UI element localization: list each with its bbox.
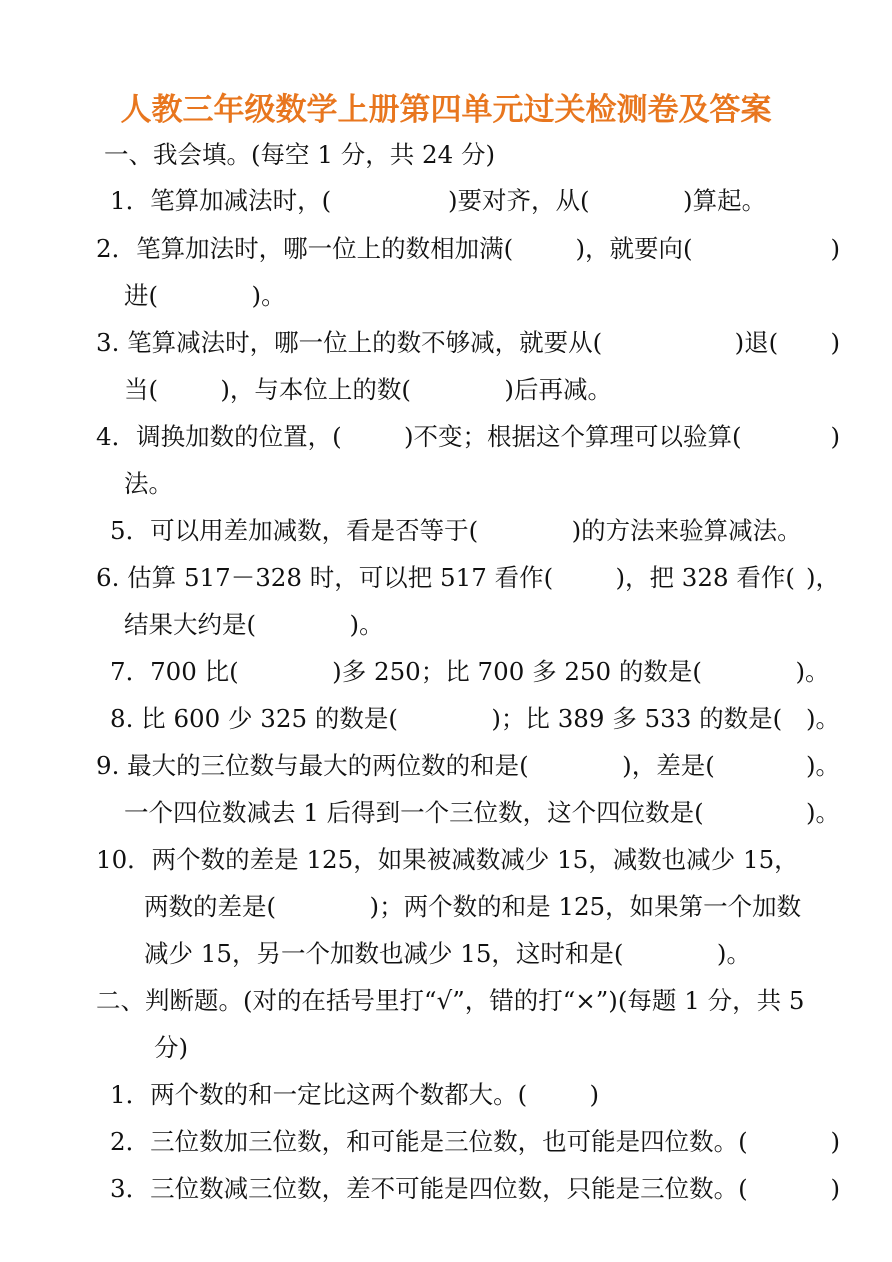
question-6-line-1: 6. 估算 517－328 时，可以把 517 看作( )，把 328 看作( <box>96 563 795 592</box>
question-4-line-1: 4．调换加数的位置，( )不变；根据这个算理可以验算( <box>96 422 742 451</box>
question-5: 5．可以用差加减数，看是否等于( )的方法来验算减法。 <box>110 516 802 545</box>
question-10-line-3: 减少 15，另一个加数也减少 15，这时和是( )。 <box>144 939 751 968</box>
section-1-heading: 一、我会填。(每空 1 分，共 24 分) <box>104 140 496 169</box>
question-4-line-2: 法。 <box>124 469 173 498</box>
judge-3: 3．三位数减三位数，差不可能是四位数，只能是三位数。( <box>110 1174 748 1203</box>
question-9-line-2-end: )。 <box>805 798 840 827</box>
judge-2: 2．三位数加三位数，和可能是三位数，也可能是四位数。( <box>110 1127 748 1156</box>
question-9-line-2: 一个四位数减去 1 后得到一个三位数，这个四位数是( <box>124 798 704 827</box>
page-title: 人教三年级数学上册第四单元过关检测卷及答案 <box>120 92 772 128</box>
question-2-line-2: 进( )。 <box>124 281 286 310</box>
question-4-line-1-end: ) <box>830 422 840 451</box>
question-10-line-1: 10．两个数的差是 125，如果被减数减少 15，减数也减少 15， <box>96 845 799 874</box>
question-2-line-1-end: ) <box>830 234 840 263</box>
section-2-heading-line-2: 分) <box>154 1033 189 1062</box>
question-8: 8. 比 600 少 325 的数是( )；比 389 多 533 的数是( <box>110 704 783 733</box>
question-10-line-2: 两数的差是( )；两个数的和是 125，如果第一个加数 <box>144 892 802 921</box>
judge-3-end: ) <box>830 1174 840 1203</box>
question-3-line-2: 当( )，与本位上的数( )后再减。 <box>124 375 612 404</box>
section-2-heading-line-1: 二、判断题。(对的在括号里打“√”，错的打“×”)(每题 1 分，共 5 <box>96 986 805 1015</box>
question-6-line-1-end: )， <box>805 563 840 592</box>
question-9-line-1: 9. 最大的三位数与最大的两位数的和是( )，差是( <box>96 751 715 780</box>
question-2-line-1: 2．笔算加法时，哪一位上的数相加满( )，就要向( <box>96 234 693 263</box>
question-9-line-1-end: )。 <box>805 751 840 780</box>
question-8-end: )。 <box>805 704 840 733</box>
question-1: 1．笔算加减法时，( )要对齐，从( )算起。 <box>110 186 767 215</box>
question-6-line-2: 结果大约是( )。 <box>124 610 384 639</box>
question-7: 7．700 比( )多 250；比 700 多 250 的数是( )。 <box>110 657 830 686</box>
judge-1: 1．两个数的和一定比这两个数都大。( ) <box>110 1080 600 1109</box>
question-3-line-1-end: ) <box>830 328 840 357</box>
question-3-line-1: 3. 笔算减法时，哪一位上的数不够减，就要从( )退( <box>96 328 779 357</box>
judge-2-end: ) <box>830 1127 840 1156</box>
